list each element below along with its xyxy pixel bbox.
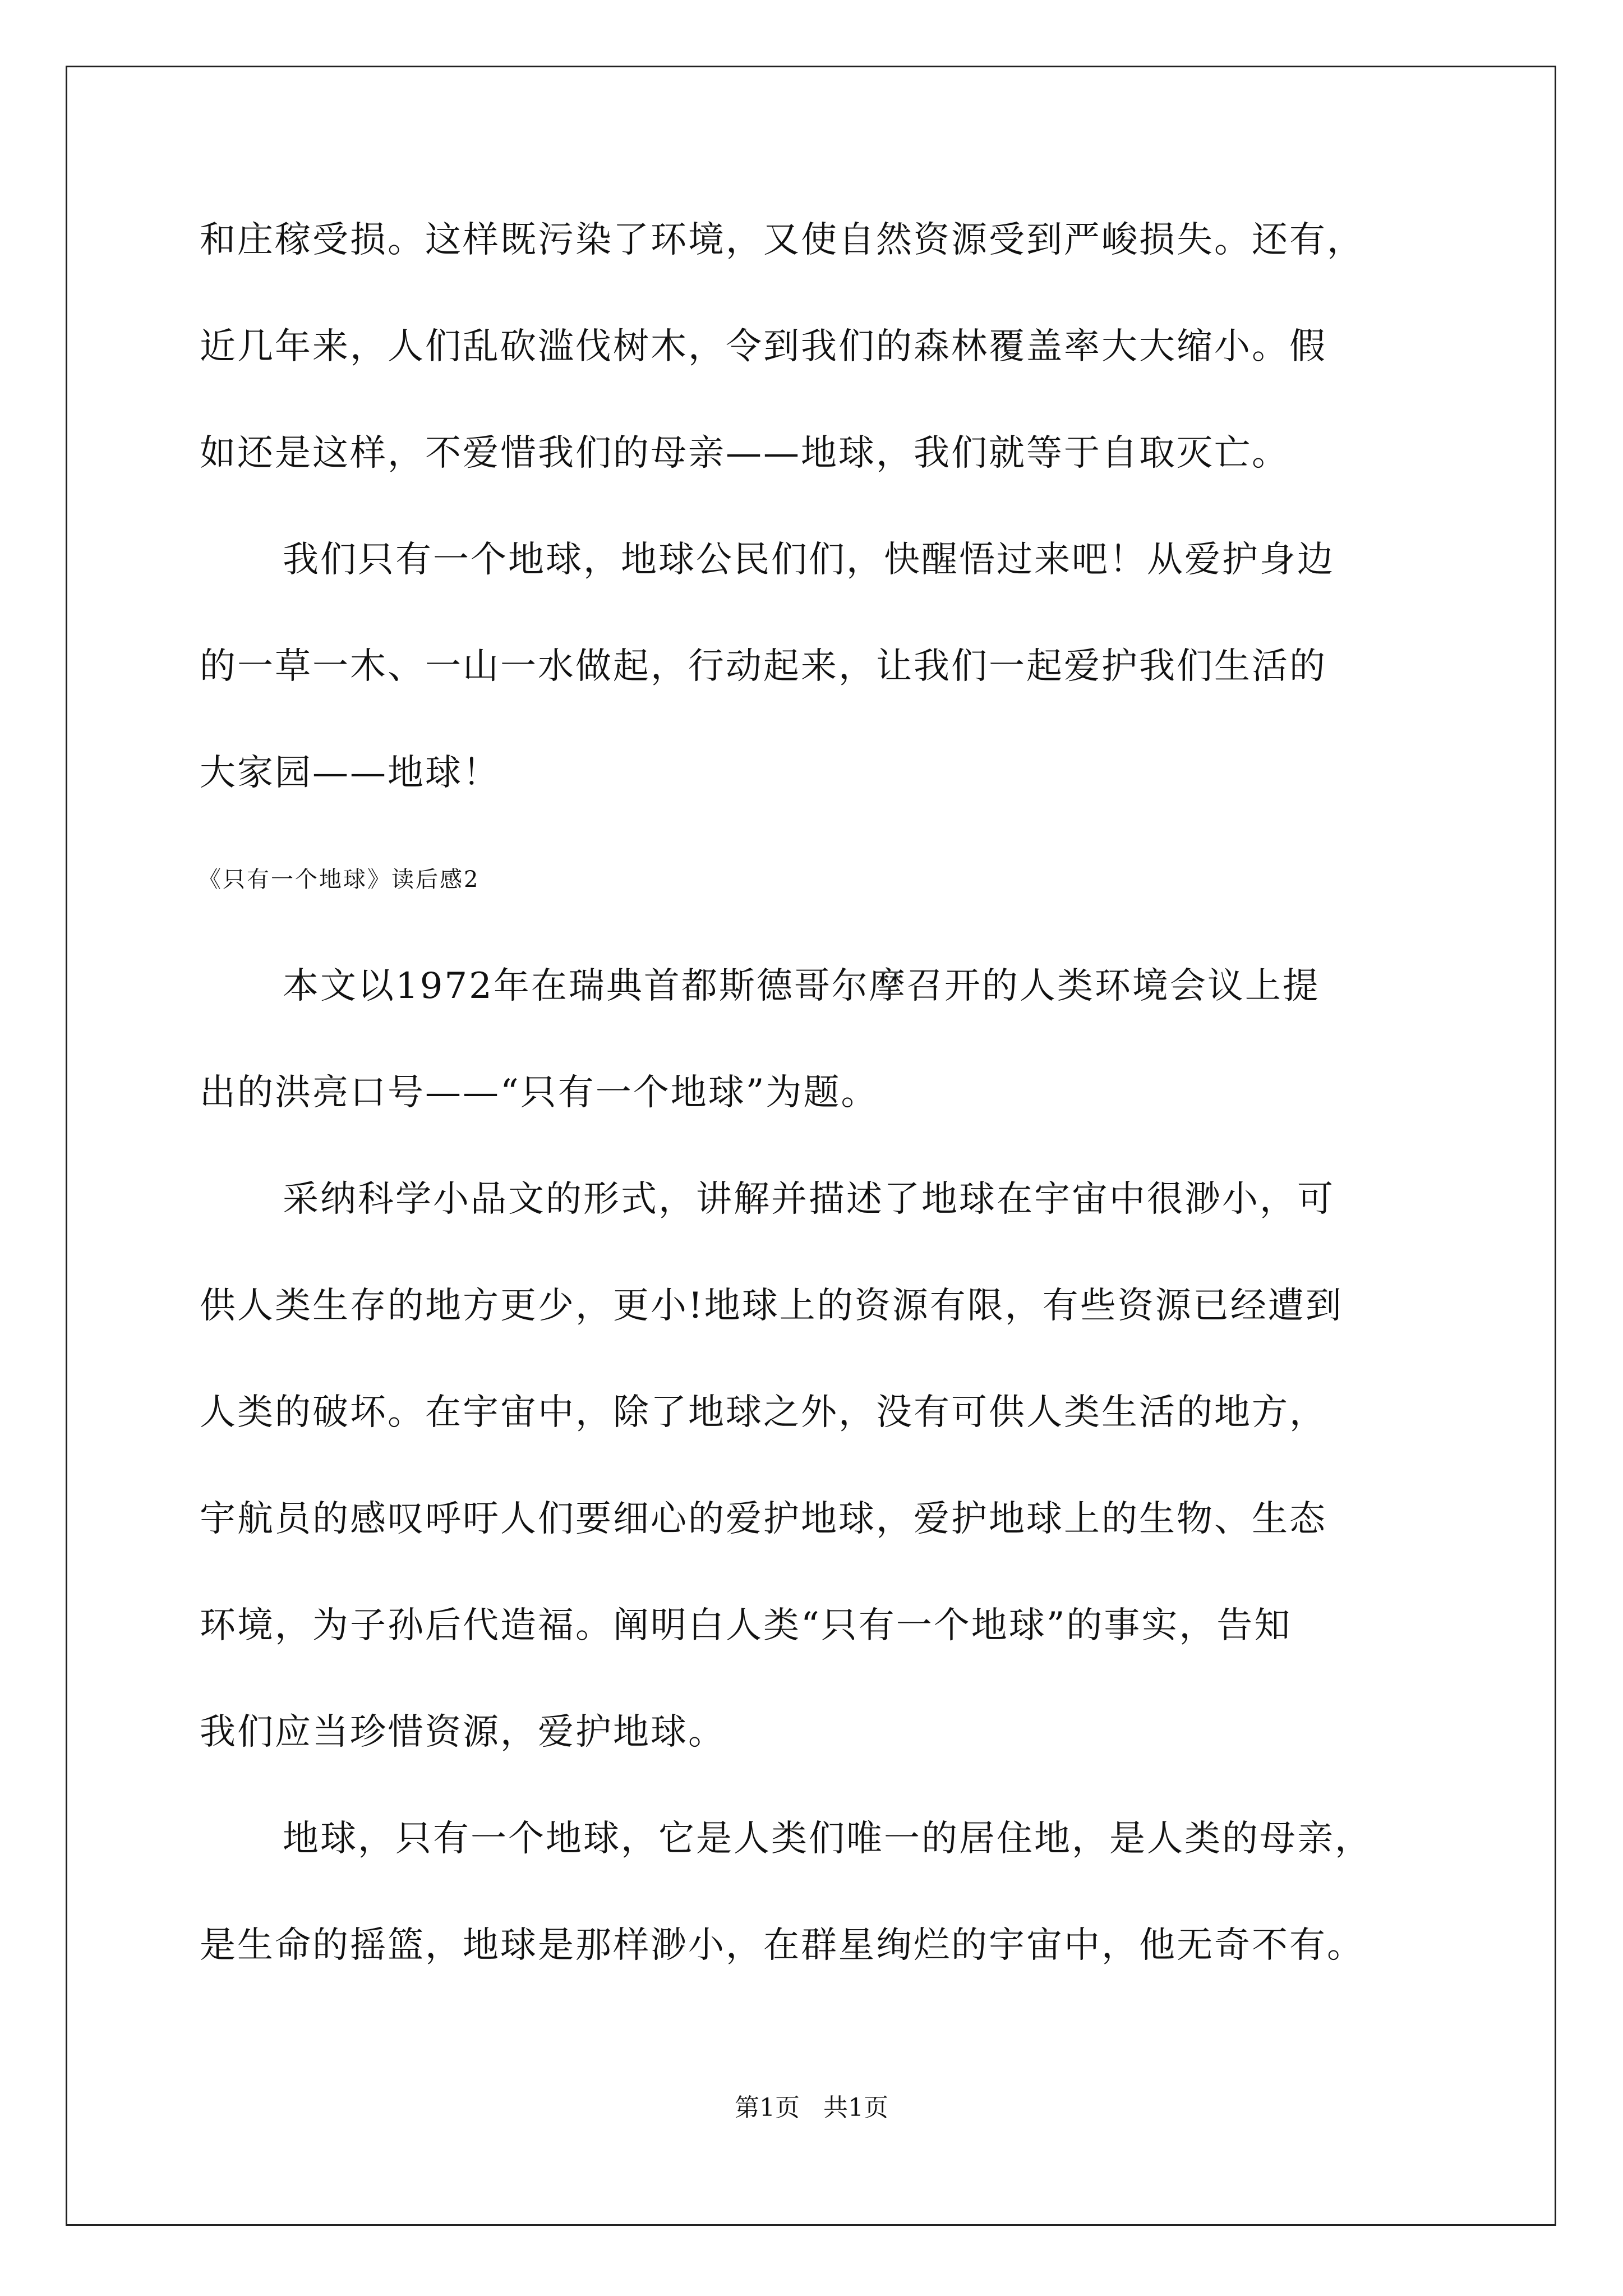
text-line: 供人类生存的地方更少，更小!地球上的资源有限，有些资源已经遭到 [200, 1285, 1343, 1327]
text-line: 我们只有一个地球，地球公民们们，快醒悟过来吧！从爱护身边 [283, 539, 1335, 581]
text-line: 本文以1972年在瑞典首都斯德哥尔摩召开的人类环境会议上提 [283, 965, 1320, 1007]
text-line: 大家园——地球！ [200, 752, 500, 794]
page-footer: 第1页 共1页 [735, 2093, 888, 2122]
section-heading: 《只有一个地球》读后感2 [199, 867, 480, 892]
text-line: 人类的破坏。在宇宙中，除了地球之外，没有可供人类生活的地方， [200, 1392, 1327, 1433]
text-line: 如还是这样，不爱惜我们的母亲——地球，我们就等于自取灭亡。 [200, 432, 1289, 474]
text-line: 我们应当珍惜资源，爱护地球。 [200, 1711, 726, 1753]
text-line: 出的洪亮口号——“只有一个地球”为题。 [200, 1072, 879, 1114]
text-line: 地球，只有一个地球，它是人类们唯一的居住地，是人类的母亲， [283, 1818, 1372, 1860]
text-line: 和庄稼受损。这样既污染了环境，又使自然资源受到严峻损失。还有， [200, 219, 1364, 261]
text-line: 宇航员的感叹呼吁人们要细心的爱护地球，爱护地球上的生物、生态 [200, 1498, 1327, 1540]
text-line: 是生命的摇篮，地球是那样渺小，在群星绚烂的宇宙中，他无奇不有。 [200, 1925, 1364, 1966]
document-body [200, 213, 1428, 2025]
text-line: 的一草一木、一山一水做起，行动起来，让我们一起爱护我们生活的 [200, 646, 1327, 687]
text-line: 采纳科学小品文的形式，讲解并描述了地球在宇宙中很渺小，可 [283, 1179, 1335, 1220]
text-line: 近几年来，人们乱砍滥伐树木，令到我们的森林覆盖率大大缩小。假 [200, 326, 1327, 367]
text-line: 环境，为子孙后代造福。阐明白人类“只有一个地球”的事实，告知 [200, 1605, 1292, 1646]
